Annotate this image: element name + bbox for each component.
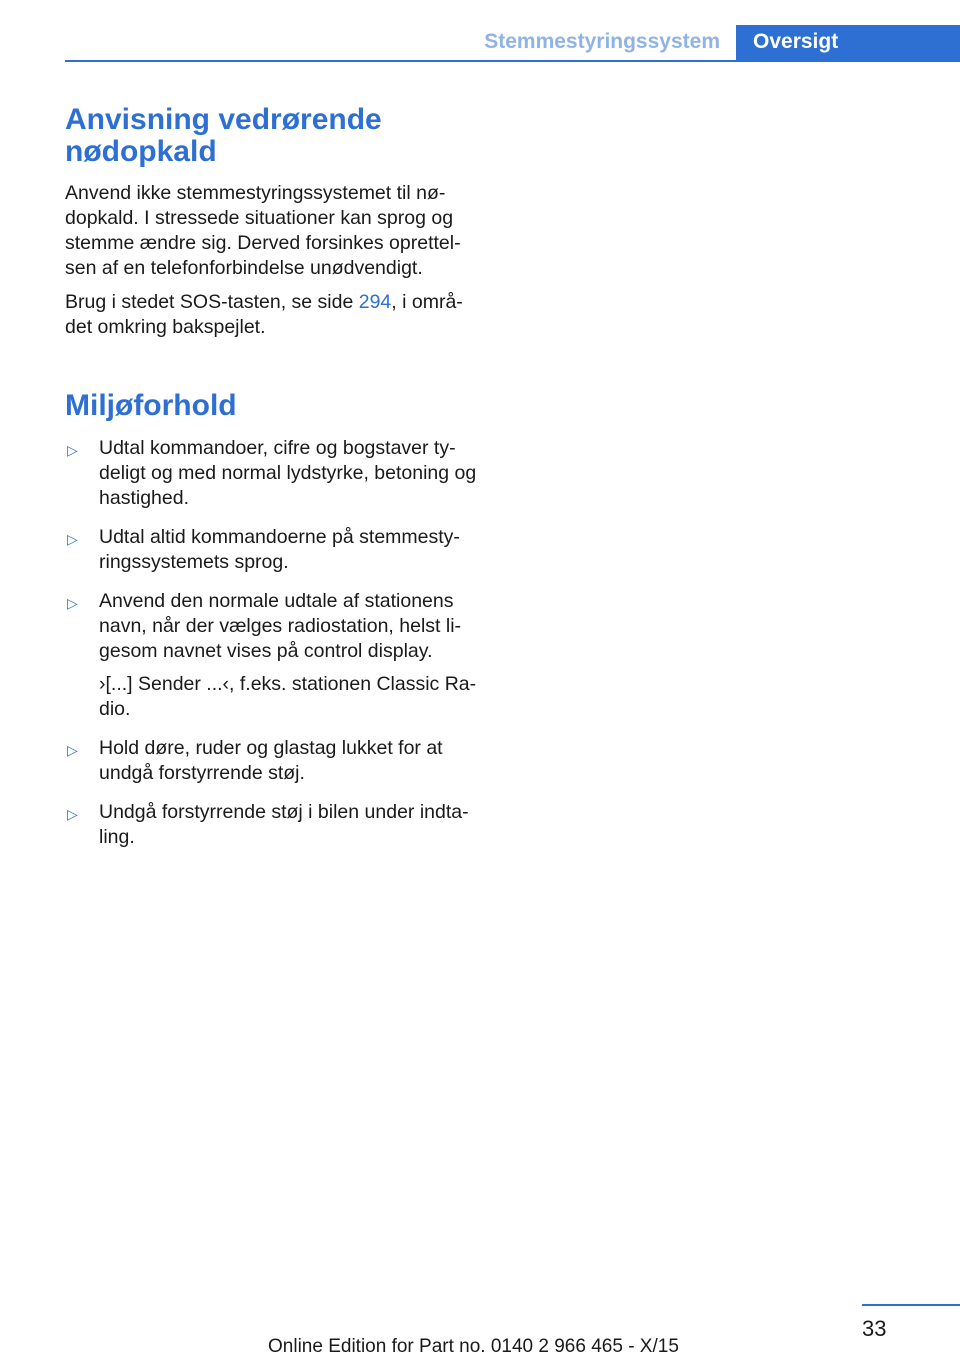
environment-list (65, 436, 485, 850)
emergency-paragraph-1: Anvend ikke stemmestyringssystemet til nø‐dopkald. I stressede situationer kan sprog og stemme ændre sig. Derved forsinkes oprettel‐sen af en telefonforbindelse unødvendigt. (65, 182, 461, 279)
header-chapter-tab: Oversigt (736, 25, 960, 62)
triangle-bullet-icon: ▷ (67, 531, 78, 547)
list-item (65, 436, 485, 511)
emergency-paragraph-2-text: Brug i stedet SOS-tasten, se side (65, 291, 359, 313)
triangle-bullet-icon: ▷ (67, 442, 78, 458)
list-item-text: Udtal kommandoer, cifre og bogstaver ty‐deligt og med normal lydstyrke, betoning og hastighed. (99, 437, 477, 509)
emergency-paragraph-2-tail: , i områ‐det omkring bakspejlet. (65, 291, 463, 338)
header-rule (65, 60, 960, 62)
list-item-text: Udtal altid kommandoerne på stemmesty‐ringssystemets sprog. (99, 526, 460, 573)
footer-edition-note: Online Edition for Part no. 0140 2 966 465 - X/15 (268, 1336, 679, 1357)
triangle-bullet-icon: ▷ (67, 595, 78, 611)
list-item-text: Anvend den normale udtale af stationens navn, når der vælges radiostation, helst li‐gesom navnet vises på control display. (99, 590, 462, 662)
page-number: 33 (862, 1316, 887, 1341)
triangle-bullet-icon: ▷ (67, 742, 78, 758)
list-item-text: Undgå forstyrrende støj i bilen under indta‐ling. (99, 801, 469, 848)
triangle-bullet-icon: ▷ (67, 806, 78, 822)
page-reference-link[interactable]: 294 (358, 291, 392, 313)
environment-heading: Miljøforhold (65, 389, 237, 422)
list-item (65, 800, 485, 850)
page-header (0, 0, 960, 62)
page-content (65, 104, 485, 864)
page-number-rule (862, 1304, 960, 1306)
header-section-title: Stemmestyringssystem (484, 30, 720, 53)
emergency-paragraph-2 (65, 290, 485, 340)
list-item-text: Hold døre, ruder og glastag lukket for at undgå forstyrrende støj. (99, 737, 443, 784)
list-item (65, 525, 485, 575)
list-item-example: ›[...] Sender ...‹, f.eks. stationen Classic Ra‐dio. (99, 673, 477, 720)
list-item (65, 736, 485, 786)
emergency-heading: Anvisning vedrørende nødopkald (65, 103, 382, 168)
list-item (65, 589, 485, 722)
